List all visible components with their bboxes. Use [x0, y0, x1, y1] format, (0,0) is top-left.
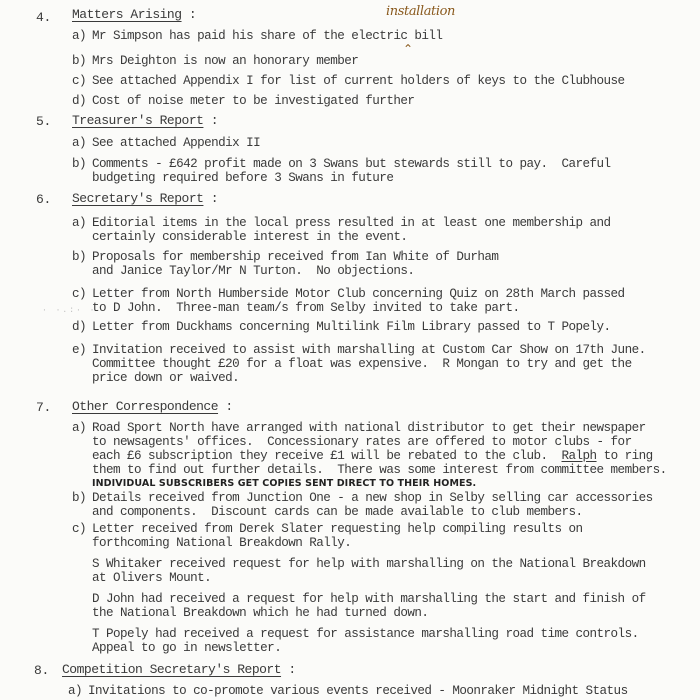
item-text: See attached Appendix I for list of current holders of keys to the Clubhouse: [92, 74, 625, 88]
section-6-number: 6.: [36, 192, 52, 207]
item-text: Cost of noise meter to be investigated further: [92, 94, 415, 108]
item-4b: [72, 54, 682, 68]
item-text-fragment: each £6 subscription they receive £1 will be rebated to the club.: [92, 449, 562, 463]
item-text-continued: forthcoming National Breakdown Rally.: [92, 536, 352, 550]
item-text-continued: them to find out further details. There was some interest from committee members.: [92, 463, 667, 477]
item-4a: [72, 29, 682, 43]
item-label: e): [72, 343, 87, 357]
note-d-john: [92, 592, 682, 620]
item-text: Mrs Deighton is now an honorary member: [92, 54, 359, 68]
item-6b: [72, 250, 682, 278]
handwritten-insert-installation: installation: [386, 4, 456, 19]
section-7-title-text: Other Correspondence: [72, 399, 219, 414]
item-5b: [72, 157, 682, 185]
colon: :: [210, 113, 219, 128]
item-text-continued: [72, 449, 682, 463]
item-text-continued: budgeting required before 3 Swans in future: [92, 171, 394, 185]
colon: :: [225, 399, 233, 414]
note-t-popely: [92, 627, 682, 655]
item-4d: [72, 94, 682, 108]
item-8a: [68, 684, 678, 698]
item-6e: [72, 343, 682, 385]
item-text-continued: to D John. Three-man team/s from Selby invited to take part.: [92, 301, 520, 315]
colon: :: [210, 191, 219, 206]
note-whitaker: [92, 557, 682, 585]
item-7b: [72, 491, 682, 519]
note-text: T Popely had received a request for assistance marshalling road time controls.: [92, 627, 639, 641]
scan-specks: · ·.:· ·: [42, 306, 97, 315]
item-6d: [72, 320, 682, 334]
item-text-continued: to newsagents' offices. Concessionary rates are offered to motor clubs - for: [92, 435, 632, 449]
section-6-title-text: Secretary's Report: [72, 191, 204, 206]
item-text: Letter from North Humberside Motor Club concerning Quiz on 28th March passed: [92, 287, 625, 301]
colon: :: [288, 662, 296, 677]
item-text: Mr Simpson has paid his share of the electric bill: [92, 29, 443, 43]
section-5-title-text: Treasurer's Report: [72, 113, 204, 128]
item-label: d): [72, 320, 87, 334]
section-5-title: [72, 113, 218, 128]
item-label: b): [72, 491, 87, 505]
note-text: D John had received a request for help with marshalling the start and finish of: [92, 592, 646, 606]
section-8-title: [62, 662, 296, 677]
item-label: d): [72, 94, 87, 108]
item-label: c): [72, 287, 87, 301]
item-text-fragment: to ring: [596, 449, 653, 463]
section-5-number: 5.: [36, 114, 52, 129]
section-8-number: 8.: [34, 663, 50, 678]
item-text-continued: price down or waived.: [92, 371, 240, 385]
section-7-title: [72, 399, 233, 414]
item-4c: [72, 74, 682, 88]
item-text: Invitation received to assist with marshalling at Custom Car Show on 17th June.: [92, 343, 646, 357]
item-label: a): [72, 29, 87, 43]
note-text: the National Breakdown which he had turned down.: [92, 606, 429, 620]
handwritten-note-subscribers: INDIVIDUAL SUBSCRIBERS GET COPIES SENT DIRECT TO THEIR HOMES.: [92, 478, 477, 489]
item-7a: [72, 421, 682, 477]
item-label: b): [72, 250, 87, 264]
item-text: Editorial items in the local press resulted in at least one membership and: [92, 216, 611, 230]
item-text-continued: and Janice Taylor/Mr N Turton. No objections.: [92, 264, 415, 278]
note-text: S Whitaker received request for help with marshalling on the National Breakdown: [92, 557, 646, 571]
note-text: Appeal to go in newsletter.: [92, 641, 282, 655]
item-label: a): [72, 216, 87, 230]
insertion-caret-icon: ⌃: [403, 42, 414, 56]
section-4-title-text: Matters Arising: [72, 7, 182, 22]
section-8-title-text: Competition Secretary's Report: [62, 662, 282, 677]
item-text: Letter received from Derek Slater requesting help compiling results on: [92, 522, 583, 536]
item-text-continued: and components. Discount cards can be made available to club members.: [92, 505, 583, 519]
item-text: Proposals for membership received from Ian White of Durham: [92, 250, 499, 264]
item-label: b): [72, 157, 87, 171]
item-6c: [72, 287, 682, 315]
section-7-number: 7.: [36, 400, 52, 415]
item-text: See attached Appendix II: [92, 136, 261, 150]
item-text-continued: certainly considerable interest in the event.: [92, 230, 408, 244]
underlined-name: Ralph: [561, 449, 597, 463]
item-text: Details received from Junction One - a new shop in Selby selling car accessories: [92, 491, 653, 505]
item-label: c): [72, 522, 87, 536]
item-text: Invitations to co-promote various events received - Moonraker Midnight Status: [88, 684, 628, 698]
item-text: Letter from Duckhams concerning Multilink Film Library passed to T Popely.: [92, 320, 611, 334]
item-text: Comments - £642 profit made on 3 Swans but stewards still to pay. Careful: [92, 157, 611, 171]
item-label: a): [68, 684, 83, 698]
note-text: at Olivers Mount.: [92, 571, 212, 585]
item-6a: [72, 216, 682, 244]
item-label: c): [72, 74, 87, 88]
colon: :: [188, 7, 197, 22]
item-7c: [72, 522, 682, 550]
item-text-continued: Committee thought £20 for a float was expensive. R Mongan to try and get the: [92, 357, 632, 371]
item-label: b): [72, 54, 87, 68]
section-4-number: 4.: [36, 10, 52, 25]
section-6-title: [72, 191, 218, 206]
item-label: a): [72, 421, 87, 435]
item-text: Road Sport North have arranged with national distributor to get their newspaper: [92, 421, 646, 435]
section-4-title: [72, 7, 196, 22]
item-5a: [72, 136, 682, 150]
item-label: a): [72, 136, 87, 150]
